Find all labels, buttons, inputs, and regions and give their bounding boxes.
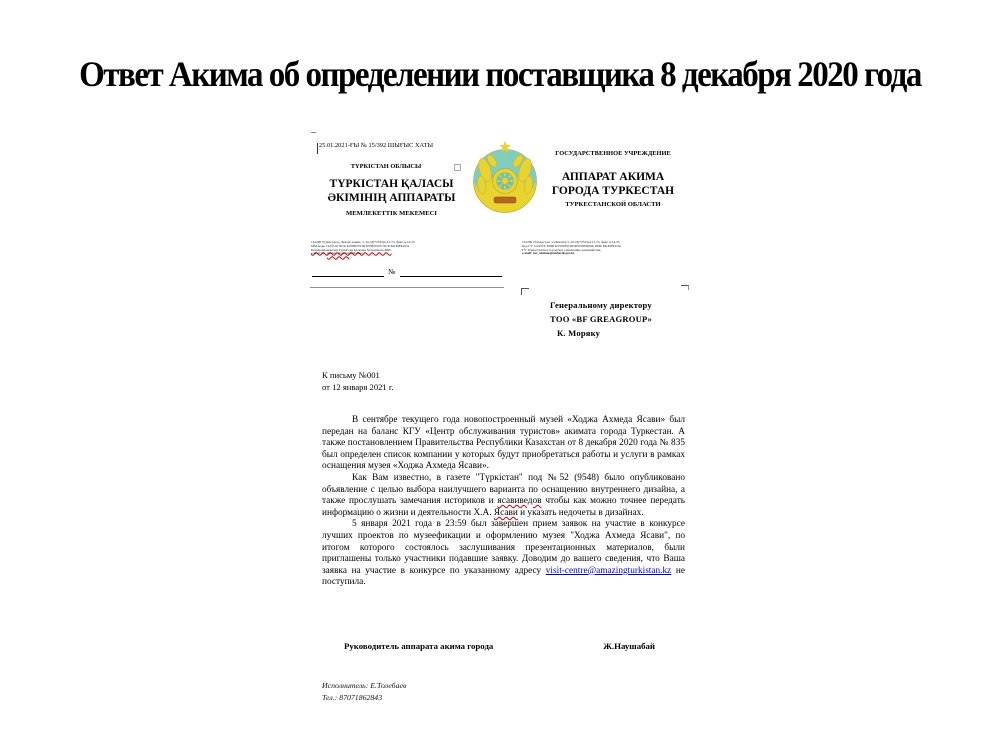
address-line-email: e-mail: tur_akimat@emberik.gov.kz (522, 251, 575, 256)
letterhead-right-region: ТУРКЕСТАНСКОЙ ОБЛАСТИ (565, 201, 661, 208)
number-blank-line (400, 267, 502, 277)
address-line-email (311, 252, 509, 256)
misspelled-word: ясавиведов (497, 496, 542, 507)
date-blank-line (312, 267, 384, 277)
signature-position: Руководитель аппарата акима города (344, 641, 494, 651)
letterhead-right-name-line2: ГОРОДА ТУРКЕСТАН (551, 185, 675, 197)
text-cursor-mark (317, 143, 318, 154)
letterhead-left-type: МЕМЛЕКЕТТІК МЕКЕМЕСІ (346, 210, 437, 217)
paragraph-2 (322, 473, 685, 519)
letterhead-left-region: ТҮРКІСТАН ОБЛЫСЫ (350, 163, 422, 170)
email-misspelled: akimat_apparaty (326, 251, 350, 256)
letter-body (322, 415, 685, 589)
kazakhstan-emblem-icon (472, 137, 538, 221)
reference-letter-number: К письму №001 (322, 370, 380, 380)
address-line-misspelled: Қазынашылықтың Түркістан қалалық басқармасы ММ, (311, 247, 392, 252)
misspelled-word: Ясави (493, 507, 518, 518)
address-line: 161200 г.Туркестан, ул.Бекзата,3, Тел 8(72533)4-11-75, факс 4-14-25 (522, 240, 620, 244)
paragraph-3 (322, 519, 685, 589)
email-suffix: @mail.kz (349, 251, 363, 256)
outgoing-number-row (310, 267, 504, 277)
executor-name: Исполнитель: Е.Толебаев (322, 681, 407, 690)
letterhead-left-name-line2: ӘКІМІНІҢ АППАРАТЫ (327, 192, 456, 204)
address-block-russian (522, 241, 690, 256)
address-line: ГУ Туркестанское городское управление казначейства, (522, 247, 602, 252)
paragraph-1 (322, 415, 685, 473)
recipient-person: К. Моряку (557, 328, 601, 338)
paragraph-2-text: Как Вам известно, в газете "Түркістан" под №52 (9548) было опубликовано объявление с целью выбора наилучшего варианта по оснащению внутреннего дизайна, а также прослушать замечания историков и (322, 472, 685, 507)
letterhead-left-name-line1: ТҮРКІСТАН ҚАЛАСЫ (329, 178, 454, 190)
crop-mark-recipient (521, 288, 529, 295)
outgoing-stamp: 25.01.2021-ҒЫ № 15/392 ШЫҒЫС ХАТЫ (319, 142, 434, 149)
signature-name: Ж.Наушабай (603, 641, 655, 651)
crop-mark-top-left (311, 132, 316, 133)
address-line: ММ коды 1223510, БСК KZ9807015KSN5850100, БСК KKMFKZ2A (311, 243, 410, 248)
letterhead-right-name-line1: АППАРАТ АКИМА (561, 171, 665, 183)
paragraph-2-text: и указать недочеты в дизайнах. (517, 507, 644, 518)
divider-line (310, 287, 504, 288)
signature-row (322, 641, 685, 651)
recipient-company: ТОО «BF GREAGROUP» (550, 314, 652, 324)
letterhead-left-name (310, 177, 473, 205)
paragraph-3-text: не поступила. (322, 565, 685, 588)
paragraph-1-text: В сентябре текущего года новопостроенный музей «Ходжа Ахмеда Ясави» был передан на баланс КГУ «Центр обслуживания туристов» акимата города Туркестан. А также постановлением Правительства Республики Казахстан от 8 декабря 2020 года № 835 был определен список компании у которых будут приобретаться работы и услуги в рамках оснащения музея «Ходжа Ахмеда Ясави». (322, 415, 685, 472)
letterhead-right-type: ГОСУДАРСТВЕННОЕ УЧРЕЖДЕНИЕ (555, 150, 671, 157)
address-line: 161200 Түркістан қ., Бекзат аланы, 3, Тел 8(72533)4-11-75, факс 4-14-25 (311, 240, 415, 244)
email-link[interactable]: visit-centre@amazingturkistan.kz (545, 565, 672, 576)
letter-document (310, 128, 690, 733)
executor-block (322, 680, 406, 703)
reference-block (322, 370, 394, 393)
executor-phone: Тел.: 87071862843 (322, 692, 383, 702)
paragraph-3-text: 5 января 2021 года в 23:59 был завершен прием заявок на участие в конкурсе лучших проектов по музеефикации и оформлению музея "Ходжа Ахмеда Ясави", по итогом которого состоялось заслушивания презентационных материалов, были приглашены только участники подавшие заявку. Доводим до вашего сведения, что Ваша заявка на участие в конкурсе по указанному адресу (322, 519, 685, 576)
number-sign: № (388, 267, 396, 276)
crop-mark-right (681, 285, 689, 290)
address-line: Код ГУ 1223510, ИИК KZ590701005KSN5850000, БИК KKMFKZ2A (522, 243, 622, 248)
email-prefix: e-mail: tur_ (311, 251, 327, 256)
address-block-kazakh (311, 241, 509, 256)
object-anchor-icon (454, 164, 461, 171)
recipient-title: Генеральному директору (550, 300, 652, 310)
reference-date: от 12 января 2021 г. (322, 381, 394, 392)
page-title: Ответ Акима об определении поставщика 8 декабря 2020 года (79, 56, 921, 95)
paragraph-2-text: чтобы как можно точнее передать информацию о жизни и деятельности Х.А. (322, 496, 685, 518)
recipient-block (550, 298, 688, 340)
